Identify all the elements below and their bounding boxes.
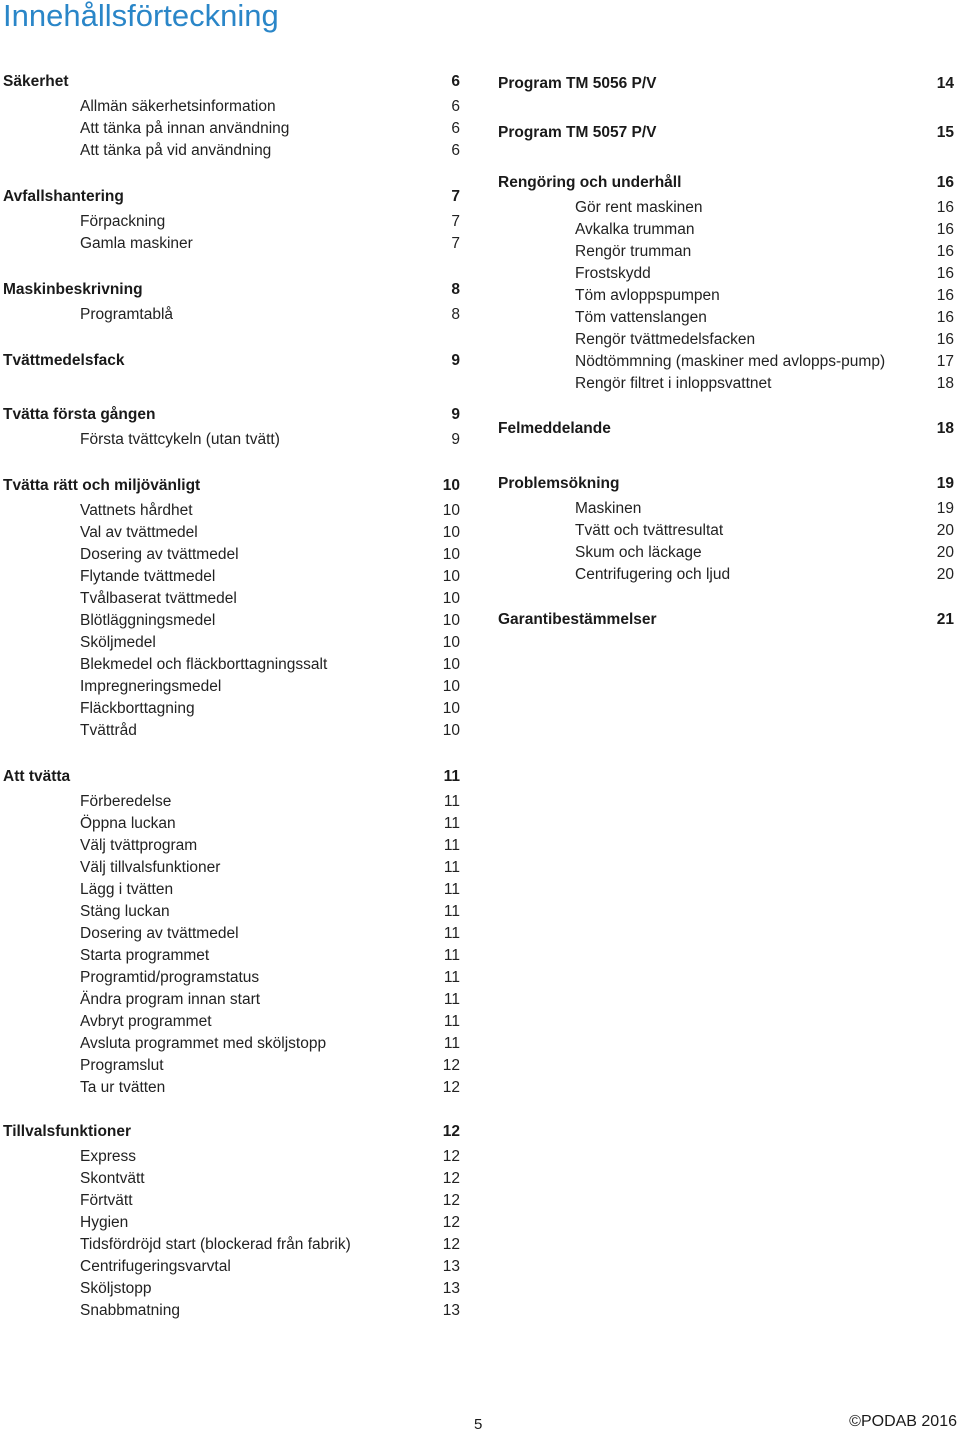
toc-entry-label: Centrifugering och ljud (575, 566, 731, 583)
toc-entry-label: Dosering av tvättmedel (80, 546, 239, 563)
toc-heading-title: Problemsökning (498, 475, 620, 492)
toc-entry[interactable] (3, 720, 460, 742)
toc-entry[interactable] (3, 1256, 460, 1278)
toc-section (3, 401, 460, 451)
toc-entry-page: 11 (443, 903, 460, 920)
toc-entry-page: 20 (936, 566, 954, 583)
toc-entry-page: 10 (442, 546, 460, 563)
copyright: ©PODAB 2016 (849, 1413, 957, 1430)
toc-heading-title: Rengöring och underhåll (498, 174, 682, 191)
toc-entry-page: 20 (936, 544, 954, 561)
toc-entry[interactable] (3, 1033, 460, 1055)
toc-entry[interactable] (498, 542, 954, 564)
toc-entry-label: Töm vattenslangen (575, 309, 707, 326)
toc-heading-title: Garantibestämmelser (498, 611, 657, 628)
toc-entry[interactable] (3, 632, 460, 654)
toc-entry[interactable] (3, 211, 460, 233)
toc-entry-label: Avkalka trumman (575, 221, 695, 238)
toc-entry-label: Nödtömmning (maskiner med avlopps-pump) (575, 353, 886, 370)
toc-entry-page: 16 (936, 243, 954, 260)
toc-entry-label: Hygien (80, 1214, 129, 1231)
page-number: 5 (474, 1416, 483, 1433)
toc-heading-title: Tvätta rätt och miljövänligt (3, 477, 201, 494)
toc-entry[interactable] (3, 945, 460, 967)
toc-entry-page: 9 (451, 431, 460, 448)
toc-entry-label: Öppna luckan (80, 815, 176, 832)
toc-entry[interactable] (3, 1011, 460, 1033)
toc-entry-label: Förpackning (80, 213, 166, 230)
toc-heading-title: Program TM 5057 P/V (498, 124, 657, 141)
toc-heading-page: 7 (451, 188, 460, 205)
toc-entry[interactable] (3, 901, 460, 923)
toc-entry-page: 10 (442, 502, 460, 519)
toc-entry-label: Förberedelse (80, 793, 172, 810)
toc-entry-label: Förtvätt (80, 1192, 133, 1209)
toc-entry-page: 17 (936, 353, 954, 370)
toc-section (3, 68, 460, 162)
toc-entry-label: Dosering av tvättmedel (80, 925, 239, 942)
toc-entry[interactable] (3, 140, 460, 162)
toc-entry[interactable] (3, 1212, 460, 1234)
toc-heading-page: 18 (936, 420, 954, 437)
toc-entry[interactable] (3, 304, 460, 326)
toc-entry-page: 10 (442, 634, 460, 651)
toc-entry[interactable] (498, 197, 954, 219)
toc-entry-label: Töm avloppspumpen (575, 287, 720, 304)
toc-heading[interactable] (498, 415, 954, 443)
toc-entry-page: 7 (451, 213, 460, 230)
toc-entry-label: Välj tvättprogram (80, 837, 198, 854)
toc-entry-label: Skontvätt (80, 1170, 145, 1187)
toc-entry[interactable] (3, 1190, 460, 1212)
toc-entry-page: 16 (936, 199, 954, 216)
toc-section (3, 472, 460, 742)
toc-entry[interactable] (3, 791, 460, 813)
toc-entry-page: 7 (451, 235, 460, 252)
toc-entry-page: 11 (443, 1013, 460, 1030)
toc-entry-label: Rengör trumman (575, 243, 692, 260)
toc-heading[interactable] (498, 169, 954, 197)
toc-section (498, 415, 954, 443)
toc-entry-page: 19 (936, 500, 954, 517)
toc-entry-page: 8 (451, 306, 460, 323)
toc-heading-title: Säkerhet (3, 73, 69, 90)
toc-heading[interactable] (498, 119, 954, 147)
toc-entry[interactable] (3, 1300, 460, 1322)
toc-section (498, 119, 954, 147)
toc-entry-page: 11 (443, 881, 460, 898)
toc-heading-title: Program TM 5056 P/V (498, 75, 657, 92)
toc-entry-page: 12 (442, 1079, 460, 1096)
toc-entry-label: Blekmedel och fläckborttagningssalt (80, 656, 328, 673)
toc-section (3, 763, 460, 1099)
toc-section (498, 470, 954, 586)
toc-entry[interactable] (498, 263, 954, 285)
toc-entry-page: 12 (442, 1057, 460, 1074)
toc-entry-label: Tvålbaserat tvättmedel (80, 590, 237, 607)
toc-section (498, 70, 954, 98)
toc-heading-page: 6 (451, 73, 460, 90)
toc-heading[interactable] (498, 470, 954, 498)
toc-entry[interactable] (3, 1077, 460, 1099)
toc-section (498, 606, 954, 634)
toc-entry[interactable] (3, 967, 460, 989)
toc-entry-page: 10 (442, 678, 460, 695)
toc-heading[interactable] (498, 70, 954, 98)
toc-entry-page: 16 (936, 221, 954, 238)
toc-entry-label: Tvättråd (80, 722, 137, 739)
toc-entry-label: Gamla maskiner (80, 235, 193, 252)
toc-entry-page: 6 (451, 98, 460, 115)
toc-entry-page: 16 (936, 287, 954, 304)
toc-entry[interactable] (3, 610, 460, 632)
toc-entry[interactable] (498, 329, 954, 351)
toc-heading-title: Avfallshantering (3, 188, 124, 205)
toc-entry[interactable] (3, 813, 460, 835)
toc-entry[interactable] (498, 564, 954, 586)
toc-entry[interactable] (3, 1234, 460, 1256)
toc-entry[interactable] (498, 219, 954, 241)
toc-entry-label: Blötläggningsmedel (80, 612, 216, 629)
toc-entry[interactable] (3, 500, 460, 522)
toc-entry[interactable] (498, 285, 954, 307)
toc-entry-page: 13 (442, 1280, 460, 1297)
toc-entry-page: 10 (442, 590, 460, 607)
toc-entry[interactable] (3, 522, 460, 544)
toc-entry-label: Programtid/programstatus (80, 969, 260, 986)
toc-entry[interactable] (3, 1055, 460, 1077)
toc-entry-page: 16 (936, 265, 954, 282)
page-title: Innehållsförteckning (3, 0, 279, 33)
toc-entry[interactable] (3, 429, 460, 451)
toc-entry-page: 16 (936, 331, 954, 348)
toc-entry[interactable] (3, 1146, 460, 1168)
toc-entry-page: 11 (443, 837, 460, 854)
toc-entry-label: Sköljmedel (80, 634, 156, 651)
toc-entry[interactable] (498, 520, 954, 542)
toc-heading-page: 12 (442, 1123, 460, 1140)
toc-entry-label: Lägg i tvätten (80, 881, 174, 898)
toc-entry-label: Välj tillvalsfunktioner (80, 859, 221, 876)
toc-entry[interactable] (498, 373, 954, 395)
toc-entry-label: Centrifugeringsvarvtal (80, 1258, 231, 1275)
toc-entry-label: Fläckborttagning (80, 700, 195, 717)
toc-entry-label: Maskinen (575, 500, 642, 517)
toc-heading-page: 10 (442, 477, 460, 494)
toc-entry-label: Avsluta programmet med sköljstopp (80, 1035, 327, 1052)
toc-entry[interactable] (3, 1168, 460, 1190)
toc-section (3, 183, 460, 255)
toc-entry[interactable] (3, 544, 460, 566)
toc-entry-page: 16 (936, 309, 954, 326)
toc-heading-title: Tvätta första gången (3, 406, 156, 423)
toc-heading-page: 8 (451, 281, 460, 298)
toc-heading-page: 11 (443, 768, 460, 785)
toc-entry-label: Att tänka på innan användning (80, 120, 290, 137)
toc-heading-page: 15 (936, 124, 954, 141)
toc-heading-page: 21 (936, 611, 954, 628)
toc-entry[interactable] (3, 588, 460, 610)
toc-entry-page: 10 (442, 612, 460, 629)
toc-heading[interactable] (3, 276, 460, 304)
toc-entry-label: Express (80, 1148, 136, 1165)
toc-heading-page: 14 (936, 75, 954, 92)
toc-heading[interactable] (498, 606, 954, 634)
toc-entry-label: Att tänka på vid användning (80, 142, 272, 159)
toc-heading-title: Tillvalsfunktioner (3, 1123, 132, 1140)
toc-entry-label: Programslut (80, 1057, 164, 1074)
toc-entry-page: 10 (442, 524, 460, 541)
toc-entry-page: 12 (442, 1148, 460, 1165)
toc-entry-label: Sköljstopp (80, 1280, 152, 1297)
toc-entry-page: 10 (442, 700, 460, 717)
toc-entry-label: Rengör filtret i inloppsvattnet (575, 375, 772, 392)
toc-section (3, 1118, 460, 1322)
toc-entry-label: Tidsfördröjd start (blockerad från fabrik) (80, 1236, 351, 1253)
toc-entry[interactable] (3, 1278, 460, 1300)
toc-entry[interactable] (3, 857, 460, 879)
toc-entry-page: 10 (442, 656, 460, 673)
toc-entry-page: 11 (443, 991, 460, 1008)
toc-entry-label: Ändra program innan start (80, 991, 261, 1008)
toc-entry-page: 10 (442, 568, 460, 585)
toc-entry-label: Avbryt programmet (80, 1013, 212, 1030)
toc-entry[interactable] (3, 923, 460, 945)
toc-entry-page: 20 (936, 522, 954, 539)
toc-entry-label: Snabbmatning (80, 1302, 180, 1319)
toc-section (3, 347, 460, 375)
toc-section (3, 276, 460, 326)
toc-entry-label: Flytande tvättmedel (80, 568, 216, 585)
toc-heading[interactable] (3, 1118, 460, 1146)
toc-entry[interactable] (498, 241, 954, 263)
toc-heading[interactable] (3, 401, 460, 429)
toc-entry-page: 10 (442, 722, 460, 739)
toc-entry-page: 12 (442, 1192, 460, 1209)
toc-entry[interactable] (3, 676, 460, 698)
toc-entry[interactable] (498, 307, 954, 329)
toc-entry-page: 11 (443, 859, 460, 876)
toc-entry-page: 6 (451, 120, 460, 137)
toc-entry-page: 11 (443, 947, 460, 964)
toc-entry-label: Vattnets hårdhet (80, 502, 193, 519)
toc-entry[interactable] (3, 835, 460, 857)
toc-entry[interactable] (498, 498, 954, 520)
toc-heading-title: Tvättmedelsfack (3, 352, 125, 369)
toc-heading-title: Att tvätta (3, 768, 71, 785)
toc-entry-page: 13 (442, 1258, 460, 1275)
toc-entry-label: Frostskydd (575, 265, 651, 282)
toc-entry-label: Starta programmet (80, 947, 210, 964)
toc-entry-page: 11 (443, 1035, 460, 1052)
toc-entry[interactable] (3, 698, 460, 720)
toc-entry[interactable] (3, 879, 460, 901)
toc-entry-label: Impregneringsmedel (80, 678, 222, 695)
toc-entry[interactable] (3, 989, 460, 1011)
toc-entry-label: Rengör tvättmedelsfacken (575, 331, 756, 348)
toc-heading-page: 9 (451, 352, 460, 369)
toc-entry-label: Val av tvättmedel (80, 524, 198, 541)
toc-entry-page: 12 (442, 1236, 460, 1253)
toc-entry-label: Ta ur tvätten (80, 1079, 166, 1096)
toc-entry[interactable] (498, 351, 954, 373)
toc-heading[interactable] (3, 68, 460, 96)
toc-heading-title: Felmeddelande (498, 420, 611, 437)
toc-heading[interactable] (3, 472, 460, 500)
toc-entry-page: 11 (443, 793, 460, 810)
toc-heading-title: Maskinbeskrivning (3, 281, 143, 298)
toc-entry[interactable] (3, 96, 460, 118)
toc-entry[interactable] (3, 118, 460, 140)
toc-entry-label: Första tvättcykeln (utan tvätt) (80, 431, 280, 448)
toc-entry-page: 12 (442, 1170, 460, 1187)
toc-entry-label: Skum och läckage (575, 544, 702, 561)
toc-entry-label: Allmän säkerhetsinformation (80, 98, 276, 115)
toc-entry-page: 12 (442, 1214, 460, 1231)
toc-heading-page: 16 (936, 174, 954, 191)
toc-entry-page: 11 (443, 969, 460, 986)
toc-entry[interactable] (3, 654, 460, 676)
toc-entry-label: Programtablå (80, 306, 174, 323)
toc-section (498, 169, 954, 395)
toc-entry-page: 13 (442, 1302, 460, 1319)
toc-heading[interactable] (3, 183, 460, 211)
toc-entry-page: 18 (936, 375, 954, 392)
toc-entry-page: 6 (451, 142, 460, 159)
toc-entry-page: 11 (443, 815, 460, 832)
toc-heading-page: 19 (936, 475, 954, 492)
toc-heading[interactable] (3, 763, 460, 791)
toc-entry-page: 11 (443, 925, 460, 942)
toc-heading[interactable] (3, 347, 460, 375)
toc-entry-label: Tvätt och tvättresultat (575, 522, 724, 539)
toc-entry-label: Stäng luckan (80, 903, 170, 920)
toc-entry[interactable] (3, 566, 460, 588)
toc-heading-page: 9 (451, 406, 460, 423)
toc-entry[interactable] (3, 233, 460, 255)
toc-entry-label: Gör rent maskinen (575, 199, 703, 216)
